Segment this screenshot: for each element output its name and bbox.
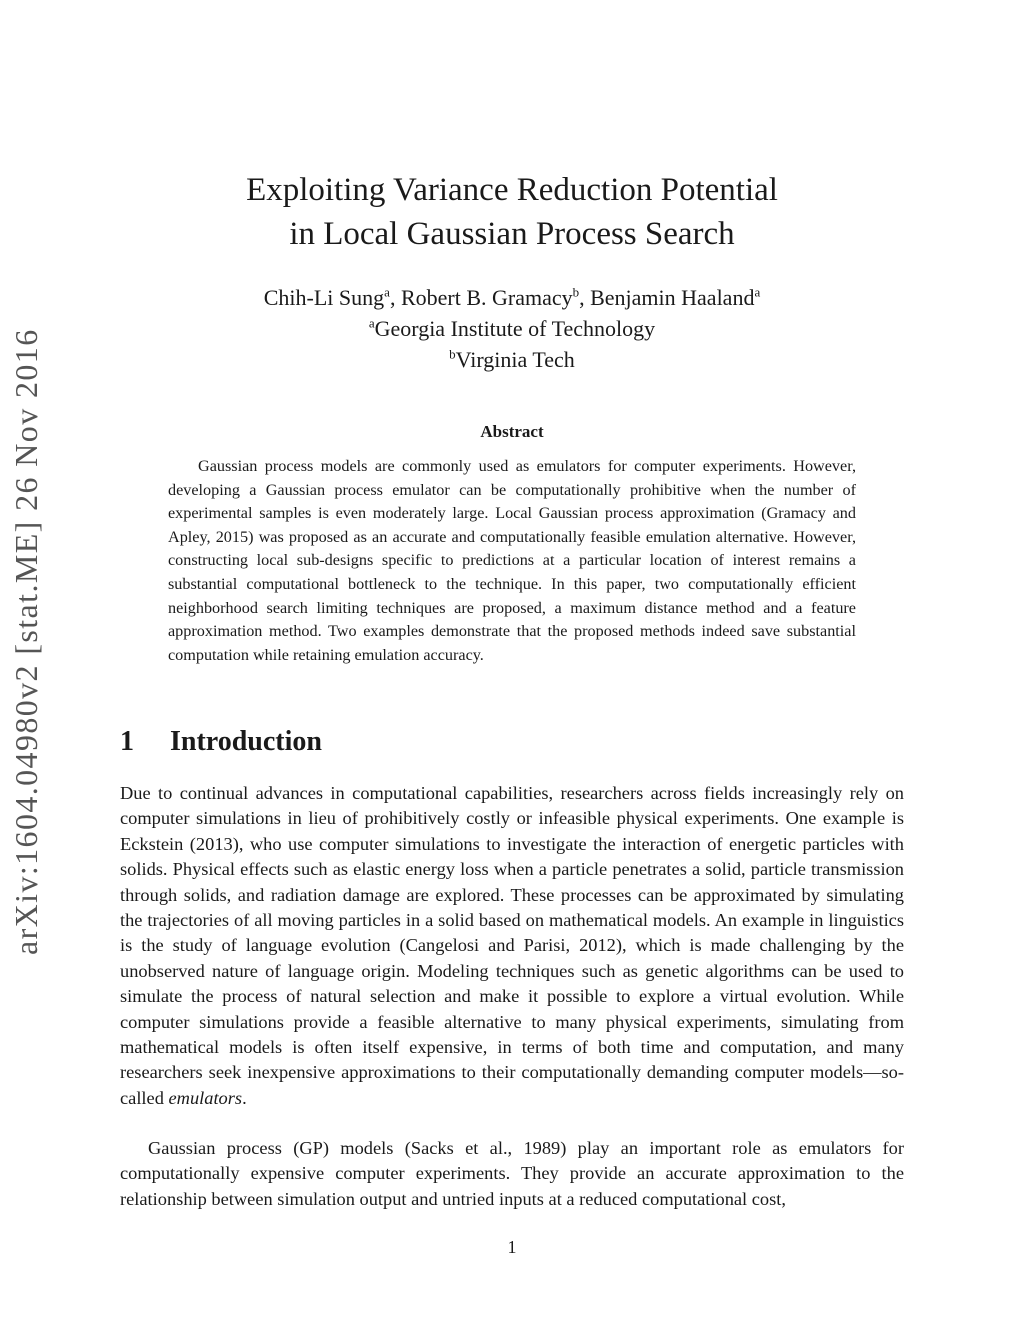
- affiliation-name: Georgia Institute of Technology: [374, 316, 656, 341]
- affiliation-a: [0, 313, 1024, 344]
- arxiv-identifier-stamp: arXiv:1604.04980v2 [stat.ME] 26 Nov 2016: [8, 328, 44, 955]
- author-separator: ,: [389, 285, 401, 310]
- paragraph-end: .: [242, 1087, 247, 1108]
- introduction-paragraph-2: Gaussian process (GP) models (Sacks et al., 1989) play an important role as emulators for computationally expensive computer experiments. They provide an accurate approximation to the relationship between simulation output and untried inputs at a reduced computational cost,: [120, 1138, 904, 1209]
- page-number: 1: [507, 1237, 517, 1257]
- introduction-paragraph-1: [120, 781, 904, 1111]
- author-separator: ,: [579, 285, 591, 310]
- author-name: Benjamin Haaland: [590, 285, 755, 310]
- paragraph-text: Due to continual advances in computational capabilities, researchers across fields increasingly rely on computer simulations in lieu of prohibitively costly or infeasible physical experiments. One example is Eckstein (2013), who use computer simulations to investigate the interaction of energetic particles with solids. Physical effects such as elastic energy loss when a particle penetrates a solid, particle transmission through solids, and radiation damage are explored. These processes can be approximated by simulating the trajectories of all moving particles in a solid based on mathematical models. An example in linguistics is the study of language evolution (Cangelosi and Parisi, 2012), which is made challenging by the unobserved nature of language origin. Modeling techniques such as genetic algorithms can be used to simulate the process of natural selection and make it possible to explore a virtual evolution. While computer simulations provide a feasible alternative to many physical experiments, simulating from mathematical models is often itself expensive, in terms of both time and computation, and many researchers seek inexpensive approximations to their computationally demanding computer models—so-called: [120, 783, 904, 1108]
- section-title: Introduction: [170, 726, 322, 757]
- paper-title-line-1: Exploiting Variance Reduction Potential: [246, 172, 778, 208]
- abstract-text: Gaussian process models are commonly used as emulators for computer experiments. However, developing a Gaussian process emulator can be computationally prohibitive when the number of experimental samples is even moderately large. Local Gaussian process approximation (Gramacy and Apley, 2015) was proposed as an accurate and computationally feasible emulation alternative. However, constructing local sub-designs specific to predictions at a particular location of interest remains a substantial computational bottleneck to the technique. In this paper, two computationally efficient neighborhood search limiting techniques are proposed, a maximum distance method and a feature approximation method. Two examples demonstrate that the proposed methods indeed save substantial computation while retaining emulation accuracy.: [168, 457, 856, 664]
- affiliation-b: [0, 344, 1024, 375]
- author-list: [0, 282, 1024, 313]
- emphasized-term: emulators: [168, 1087, 243, 1108]
- section-heading-introduction: [120, 726, 322, 758]
- abstract-heading: Abstract: [480, 422, 544, 441]
- author-name: Chih-Li Sung: [263, 285, 385, 310]
- affiliation-marker: b: [572, 284, 580, 300]
- author-block: [0, 282, 1024, 375]
- affiliation-marker: b: [449, 346, 456, 362]
- paper-title-line-2: in Local Gaussian Process Search: [289, 216, 735, 252]
- affiliation-name: Virginia Tech: [455, 347, 575, 372]
- paper-title: [0, 168, 1024, 256]
- section-number: 1: [120, 726, 134, 757]
- affiliation-marker: a: [384, 284, 390, 300]
- affiliation-marker: a: [368, 315, 375, 331]
- author-name: Robert B. Gramacy: [400, 285, 573, 310]
- affiliation-marker: a: [754, 284, 761, 300]
